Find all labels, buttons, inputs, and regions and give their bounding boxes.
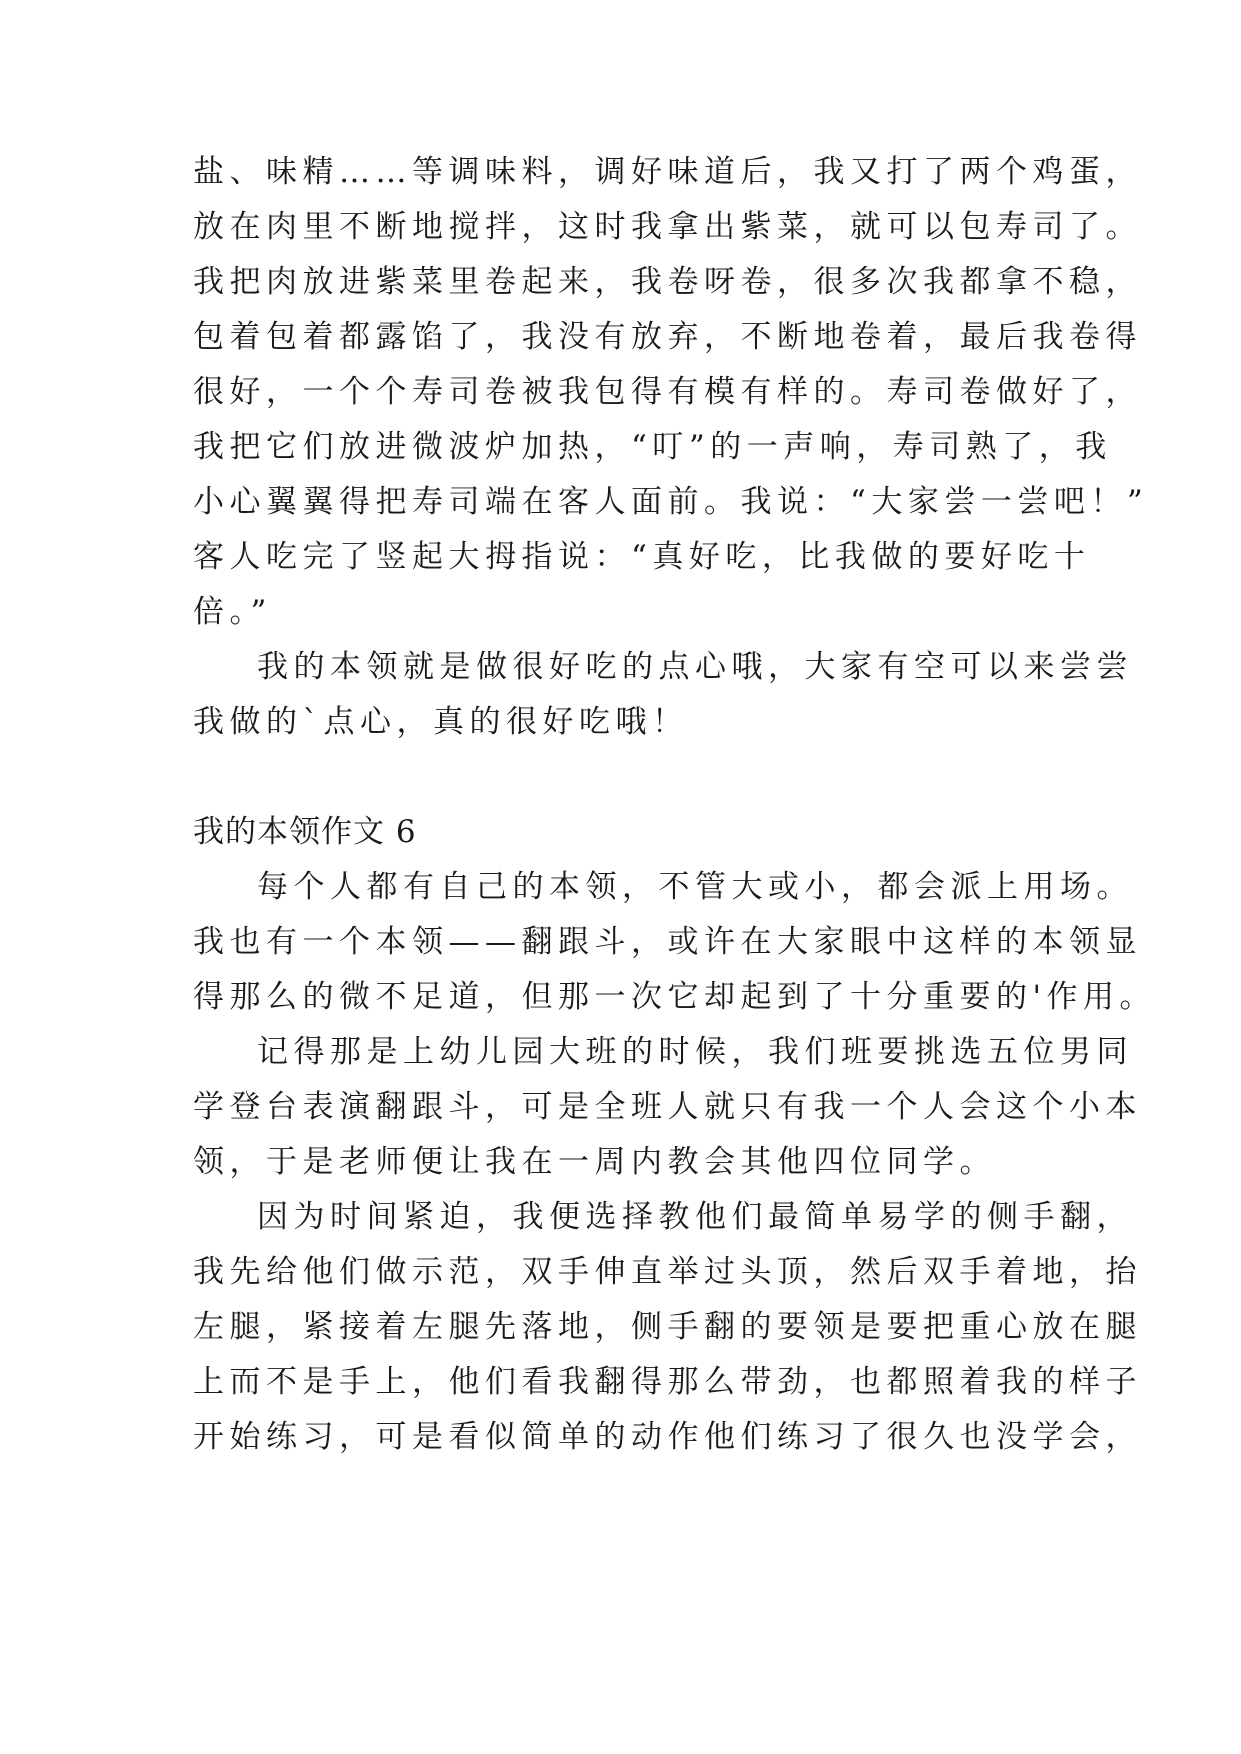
text-line: 领，于是老师便让我在一周内教会其他四位同学。 — [193, 1144, 996, 1180]
text-line: 我先给他们做示范，双手伸直举过头顶，然后双手着地，抬 — [193, 1254, 1142, 1290]
text-line: 我也有一个本领——翻跟斗，或许在大家眼中这样的本领显 — [193, 924, 1142, 960]
paragraph-first-line: 我的本领就是做很好吃的点心哦，大家有空可以来尝尝 — [257, 649, 1133, 685]
text-line: 上而不是手上，他们看我翻得那么带劲，也都照着我的样子 — [193, 1364, 1142, 1400]
text-line: 左腿，紧接着左腿先落地，侧手翻的要领是要把重心放在腿 — [193, 1309, 1142, 1345]
text-line: 小心翼翼得把寿司端在客人面前。我说：“大家尝一尝吧！” — [193, 484, 1149, 520]
text-line: 很好，一个个寿司卷被我包得有模有样的。寿司卷做好了， — [193, 374, 1142, 410]
essay-title: 我的本领作文 6 — [193, 814, 417, 850]
paragraph-first-line: 因为时间紧迫，我便选择教他们最简单易学的侧手翻， — [257, 1199, 1133, 1235]
text-line: 学登台表演翻跟斗，可是全班人就只有我一个人会这个小本 — [193, 1089, 1142, 1125]
text-line: 包着包着都露馅了，我没有放弃，不断地卷着，最后我卷得 — [193, 319, 1142, 355]
text-line: 倍。” — [193, 594, 272, 630]
paragraph-first-line: 每个人都有自己的本领，不管大或小，都会派上用场。 — [257, 869, 1133, 905]
text-line: 开始练习，可是看似简单的动作他们练习了很久也没学会， — [193, 1419, 1142, 1455]
text-line: 我把它们放进微波炉加热，“叮”的一声响，寿司熟了，我 — [193, 429, 1112, 465]
text-line: 我把肉放进紫菜里卷起来，我卷呀卷，很多次我都拿不稳， — [193, 264, 1142, 300]
text-line: 得那么的微不足道，但那一次它却起到了十分重要的'作用。 — [193, 979, 1157, 1015]
text-line: 我做的`点心，真的很好吃哦！ — [193, 704, 689, 740]
text-line: 客人吃完了竖起大拇指说：“真好吃，比我做的要好吃十 — [193, 539, 1091, 575]
text-line: 放在肉里不断地搅拌，这时我拿出紫菜，就可以包寿司了。 — [193, 209, 1142, 245]
text-line: 盐、味精……等调味料，调好味道后，我又打了两个鸡蛋， — [193, 154, 1142, 190]
paragraph-first-line: 记得那是上幼儿园大班的时候，我们班要挑选五位男同 — [257, 1034, 1133, 1070]
